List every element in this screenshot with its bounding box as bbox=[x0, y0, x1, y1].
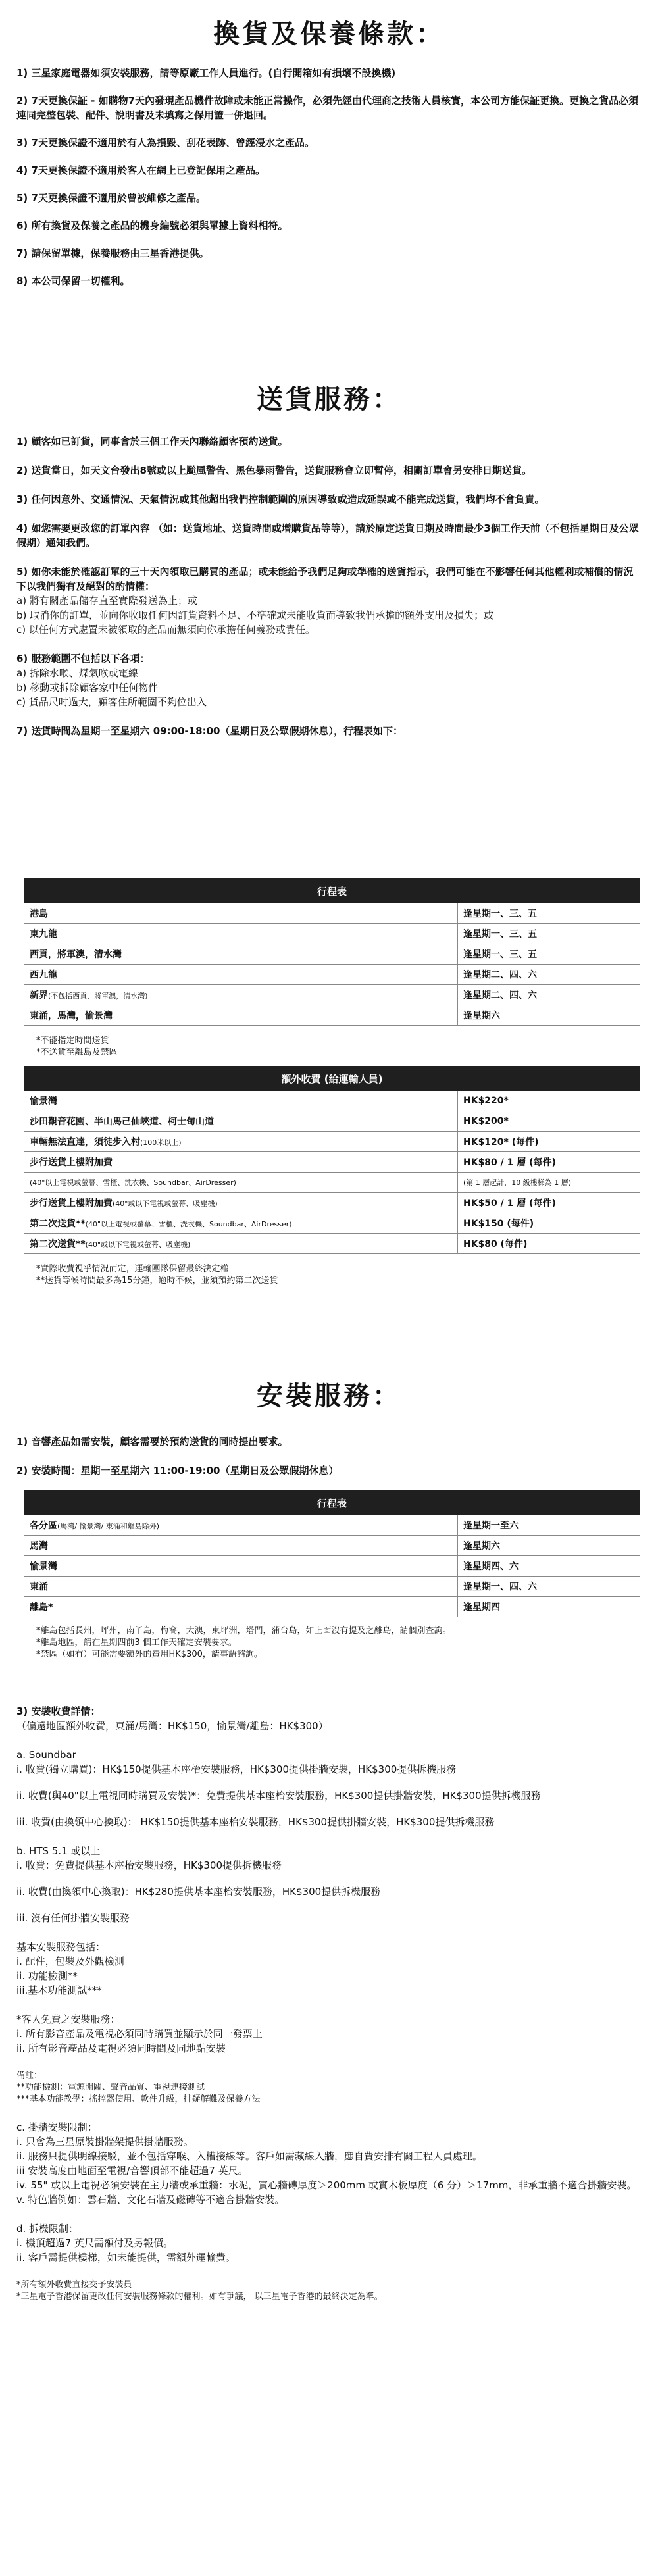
delivery-schedule bbox=[16, 878, 642, 1059]
delivery-subitem: c) 貨品尺吋過大，顧客住所範圍不夠位出入 bbox=[16, 696, 207, 708]
install-schedule bbox=[16, 1490, 642, 1661]
table-row bbox=[24, 1556, 640, 1577]
install-title: 安裝服務： bbox=[257, 1381, 401, 1411]
free-line: ii. 所有影音產品及電視必須同時間及同地點安裝 bbox=[16, 2042, 226, 2054]
days-label: 逢星期二、四、六 bbox=[458, 985, 640, 1005]
delivery-item: 6) 服務範圍不包括以下各項： bbox=[16, 653, 150, 665]
install-note: （偏遠地區額外收費，東涌/馬灣：HK$150，愉景灣/離島：HK$300） bbox=[16, 1720, 328, 1732]
days-label: 逢星期一、四、六 bbox=[458, 1577, 640, 1597]
basic-line: i. 配件，包裝及外觀檢測 bbox=[16, 1956, 124, 1967]
schedule-note: *不送貨至離島及禁區 bbox=[36, 1048, 118, 1057]
fee-note: (40"以上電視或螢幕、雪櫃、洗衣機、Soundbar、AirDresser) bbox=[30, 1178, 236, 1187]
wall-line: v. 特色牆例如：雲石牆、文化石牆及磁磚等不適合掛牆安裝。 bbox=[16, 2194, 285, 2206]
remove-line: ii. 客戶需提供樓梯，如未能提供，需額外運輸費。 bbox=[16, 2252, 236, 2263]
schedule-note: *不能指定時間送貨 bbox=[36, 1036, 109, 1046]
area-label: 新界 bbox=[30, 990, 48, 1001]
fee-item: 步行送貨上樓附加費 bbox=[30, 1198, 113, 1209]
soundbar-line: i. 收費(獨立購買)：HK$150提供基本座枱安裝服務，HK$300提供掛牆安裝，HK$300提供拆機服務 bbox=[16, 1763, 457, 1775]
install-schedule-note: *離島地區，請在星期四前3 個工作天確定安裝要求。 bbox=[36, 1638, 237, 1648]
fee-value: HK$80 / 1 層 (每件) bbox=[458, 1152, 640, 1173]
final-note: *三星電子香港保留更改任何安裝服務條款的權利。如有爭議， 以三星電子香港的最終決定為準。 bbox=[16, 2292, 383, 2302]
delivery-subitem: b) 取消你的訂單，並向你收取任何因訂貨資料不足、不準確或未能收貨而導致我們承擔的額外支出及損失；或 bbox=[16, 609, 494, 621]
soundbar-line: iii. 收費(由換領中心換取)： HK$150提供基本座枱安裝服務，HK$300提供掛牆安裝，HK$300提供拆機服務 bbox=[16, 1816, 495, 1828]
fee-note: (40"以上電視或螢幕、雪櫃、洗衣機、Soundbar、AirDresser) bbox=[85, 1220, 292, 1228]
exchange-item: 3) 7天更換保證不適用於有人為損毀、刮花表跡、曾經浸水之產品。 bbox=[16, 137, 315, 149]
install-schedule-note: *離島包括長州，坪州，南丫島，梅窩，大澳，東坪洲，塔門，蒲台島，如上面沒有提及之離島，請個別查詢。 bbox=[36, 1626, 451, 1636]
table-row bbox=[24, 924, 640, 944]
fees-note: *實際收費視乎情況而定，運輸團隊保留最終決定權 bbox=[36, 1264, 229, 1274]
days-label: 逢星期四 bbox=[458, 1597, 640, 1617]
exchange-item: 4) 7天更換保證不適用於客人在網上已登記保用之產品。 bbox=[16, 164, 265, 176]
fee-note: (40"或以下電視或螢幕、吸塵機) bbox=[113, 1200, 218, 1208]
soundbar-line: ii. 收費(與40"以上電視同時購買及安裝)*：免費提供基本座枱安裝服務，HK$300提供掛牆安裝，HK$300提供拆機服務 bbox=[16, 1790, 541, 1802]
table-row bbox=[24, 1597, 640, 1617]
install-item: 3) 安裝收費詳情： bbox=[16, 1705, 101, 1717]
fees-section bbox=[16, 1066, 642, 1287]
table-row bbox=[24, 1111, 640, 1132]
area-label: 各分區 bbox=[30, 1521, 57, 1531]
delivery-schedule-header: 行程表 bbox=[24, 878, 640, 903]
delivery-title: 送貨服務： bbox=[257, 384, 401, 415]
table-row bbox=[24, 1005, 640, 1026]
basic-line: iii.基本功能測試*** bbox=[16, 1984, 102, 1996]
fee-item: 第二次送貨** bbox=[30, 1219, 86, 1229]
table-row bbox=[24, 1213, 640, 1234]
delivery-list bbox=[16, 434, 642, 738]
fee-item: 沙田觀音花園、半山馬己仙峽道、柯士甸山道 bbox=[30, 1117, 214, 1127]
fee-note: (40"或以下電視或螢幕、吸塵機) bbox=[85, 1240, 191, 1249]
install-intro bbox=[16, 1434, 642, 1478]
delivery-item: 2) 送貨當日，如天文台發出8號或以上颱風警告、黑色暴雨警告，送貨服務會立即暫停，相關訂單會另安排日期送貨。 bbox=[16, 465, 532, 476]
table-row bbox=[24, 1132, 640, 1152]
hts-line: i. 收費：免費提供基本座枱安裝服務，HK$300提供拆機服務 bbox=[16, 1859, 282, 1871]
area-note: (不包括西貢，將軍澳，清水灣) bbox=[48, 992, 148, 1000]
delivery-subitem: a) 拆除水喉、煤氣喉或電線 bbox=[16, 667, 138, 679]
free-heading: *客人免費之安裝服務： bbox=[16, 2013, 120, 2025]
install-item: 1) 音響產品如需安裝，顧客需要於預約送貨的同時提出要求。 bbox=[16, 1436, 288, 1448]
days-label: 逢星期四、六 bbox=[458, 1556, 640, 1577]
wall-heading: c. 掛牆安裝限制： bbox=[16, 2121, 97, 2133]
days-label: 逢星期六 bbox=[458, 1536, 640, 1556]
area-label: 東涌 bbox=[30, 1582, 48, 1592]
remove-heading: d. 拆機限制： bbox=[16, 2223, 79, 2235]
area-label: 港島 bbox=[30, 909, 48, 919]
days-label: 逢星期六 bbox=[458, 1005, 640, 1026]
area-label: 西九龍 bbox=[30, 970, 57, 980]
days-label: 逢星期一、三、五 bbox=[458, 944, 640, 965]
area-note: (馬灣/ 愉景灣/ 東涌和離島除外) bbox=[57, 1522, 159, 1530]
wall-line: iii 安裝高度由地面至電視/音響頂部不能超過7 英尺。 bbox=[16, 2165, 248, 2177]
install-schedule-note: *禁區（如有）可能需要額外的費用HK$300，請事語諮詢。 bbox=[36, 1650, 263, 1659]
wall-line: i. 只會為三星原裝掛牆架提供掛牆服務。 bbox=[16, 2136, 193, 2148]
days-label: 逢星期一、三、五 bbox=[458, 903, 640, 924]
exchange-item: 5) 7天更換保證不適用於曾被維修之產品。 bbox=[16, 192, 206, 204]
fee-item: 車輛無法直達，須徒步入村 bbox=[30, 1137, 140, 1148]
final-note: *所有額外收費直接交予安裝員 bbox=[16, 2280, 132, 2290]
table-row bbox=[24, 1577, 640, 1597]
exchange-item: 2) 7天更換保証 - 如購物7天內發現產品機件故障或未能正常操作，必須先經由代理商之技術人員核實，本公司方能保証更換。更換之貨品必須連同完整包裝、配件、說明書及未填寫之保用證一併退回。 bbox=[16, 95, 639, 121]
basic-heading: 基本安裝服務包括： bbox=[16, 1941, 106, 1953]
wall-line: iv. 55" 或以上電視必須安裝在主力牆或承重牆：水泥，實心牆磚厚度＞200mm 或實木板厚度（6 分）＞17mm，非承重牆不適合掛牆安裝。 bbox=[16, 2179, 637, 2191]
area-label: 馬灣 bbox=[30, 1541, 48, 1552]
table-row bbox=[24, 965, 640, 985]
table-row bbox=[24, 944, 640, 965]
install-schedule-table bbox=[24, 1490, 640, 1617]
delivery-item: 1) 顧客如已訂貨，同事會於三個工作天內聯絡顧客預約送貨。 bbox=[16, 436, 288, 447]
fees-note: **送貨等候時間最多為15分鐘，逾時不候，並須預約第二次送貨 bbox=[36, 1276, 278, 1286]
remove-line: i. 機頂超過7 英尺需額付及另報價。 bbox=[16, 2237, 174, 2249]
hts-heading: b. HTS 5.1 或以上 bbox=[16, 1845, 101, 1857]
exchange-title: 換貨及保養條款： bbox=[213, 19, 445, 49]
fee-value: HK$120* (每件) bbox=[458, 1132, 640, 1152]
days-label: 逢星期一、三、五 bbox=[458, 924, 640, 944]
fee-note: (100米以上) bbox=[140, 1138, 182, 1147]
fee-item: 第二次送貨** bbox=[30, 1239, 86, 1250]
exchange-item: 1) 三星家庭電器如須安裝服務，請等原廠工作人員進行。(自行開箱如有損壞不設換機) bbox=[16, 67, 396, 79]
install-item: 2) 安裝時間：星期一至星期六 11:00-19:00（星期日及公眾假期休息） bbox=[16, 1465, 339, 1477]
area-label: 離島* bbox=[30, 1602, 53, 1613]
table-row bbox=[24, 1152, 640, 1173]
hts-line: ii. 收費(由換領中心換取)：HK$280提供基本座枱安裝服務，HK$300提供拆機服務 bbox=[16, 1886, 381, 1898]
delivery-schedule-table bbox=[24, 878, 640, 1026]
table-row bbox=[24, 903, 640, 924]
days-label: 逢星期一至六 bbox=[458, 1515, 640, 1536]
delivery-subitem: c) 以任何方式處置未被領取的產品而無須向你承擔任何義務或責任。 bbox=[16, 624, 315, 636]
fees-table bbox=[24, 1066, 640, 1254]
remarks-line: ***基本功能教學：搖控器使用、軟件升級，排疑解難及保養方法 bbox=[16, 2094, 261, 2104]
delivery-subitem: b) 移動或拆除顧客家中任何物件 bbox=[16, 682, 159, 694]
delivery-item: 5) 如你未能於確認訂單的三十天內領取已購買的產品；或未能給予我們足夠或準確的送貨指示，我們可能在不影響任何其他權利或補償的情況下以我們獨有及絕對的酌情權： bbox=[16, 566, 634, 592]
exchange-list bbox=[16, 66, 642, 288]
days-label: 逢星期二、四、六 bbox=[458, 965, 640, 985]
table-row bbox=[24, 1091, 640, 1111]
fees-header: 額外收費 (給運輸人員) bbox=[24, 1066, 640, 1091]
table-row bbox=[24, 985, 640, 1005]
delivery-item: 4) 如您需要更改您的訂單內容 （如：送貨地址、送貨時間或增購貨品等等），請於原定送貨日期及時間最少3個工作天前（不包括星期日及公眾假期）通知我們。 bbox=[16, 522, 639, 549]
table-row bbox=[24, 1193, 640, 1213]
install-details bbox=[16, 1704, 642, 2303]
area-label: 愉景灣 bbox=[30, 1561, 57, 1572]
fee-value: HK$80 (每件) bbox=[458, 1234, 640, 1254]
hts-line: iii. 沒有任何掛牆安裝服務 bbox=[16, 1912, 130, 1924]
soundbar-heading: a. Soundbar bbox=[16, 1749, 76, 1761]
fee-value: HK$150 (每件) bbox=[458, 1213, 640, 1234]
area-label: 西貢，將軍澳，清水灣 bbox=[30, 949, 122, 960]
table-row bbox=[24, 1173, 640, 1193]
fee-item: 步行送貨上樓附加費 bbox=[30, 1157, 113, 1168]
delivery-subitem: a) 將有關產品儲存直至實際發送為止；或 bbox=[16, 595, 197, 607]
fee-value: HK$50 / 1 層 (每件) bbox=[458, 1193, 640, 1213]
exchange-item: 6) 所有換貨及保養之產品的機身編號必須與單據上資料相符。 bbox=[16, 220, 288, 232]
exchange-item: 7) 請保留單據，保養服務由三星香港提供。 bbox=[16, 247, 209, 259]
table-row bbox=[24, 1234, 640, 1254]
fee-value: HK$200* bbox=[458, 1111, 640, 1132]
delivery-item: 7) 送貨時間為星期一至星期六 09:00-18:00（星期日及公眾假期休息），行程表如下： bbox=[16, 725, 403, 737]
fee-item: 愉景灣 bbox=[30, 1096, 57, 1107]
table-row bbox=[24, 1515, 640, 1536]
exchange-item: 8) 本公司保留一切權利。 bbox=[16, 275, 130, 287]
area-label: 東九龍 bbox=[30, 929, 57, 940]
free-line: i. 所有影音產品及電視必須同時購買並顯示於同一發票上 bbox=[16, 2028, 263, 2040]
remarks-heading: 備註： bbox=[16, 2071, 43, 2081]
delivery-item: 3) 任何因意外、交通情況、天氣情況或其他超出我們控制範圍的原因導致或造成延誤或不能完成送貨，我們均不會負責。 bbox=[16, 493, 545, 505]
wall-line: ii. 服務只提供明線接駁，並不包括穿喉、入槽接線等。客戶如需藏線入牆，應自費安排有關工程人員處理。 bbox=[16, 2150, 482, 2162]
area-label: 東涌，馬灣，愉景灣 bbox=[30, 1011, 113, 1021]
install-schedule-header: 行程表 bbox=[24, 1490, 640, 1515]
fee-value: (第 1 層起計，10 級樓梯為 1 層) bbox=[458, 1173, 640, 1193]
basic-line: ii. 功能檢測** bbox=[16, 1970, 78, 1982]
fee-value: HK$220* bbox=[458, 1091, 640, 1111]
remarks-line: **功能檢測：電源開關、聲音品質、電視連接測試 bbox=[16, 2083, 205, 2092]
table-row bbox=[24, 1536, 640, 1556]
